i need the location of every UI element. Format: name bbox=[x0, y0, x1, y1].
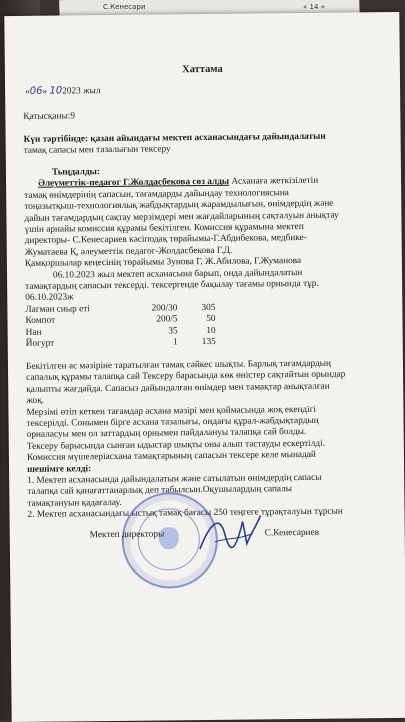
document-title: Хаттама bbox=[182, 63, 223, 76]
body-line: Комиссия мүшелеріасхана тамақтарының сапасын тексере келе мынадай bbox=[26, 450, 316, 464]
speech-line: 06.10.2023ж bbox=[25, 292, 74, 304]
body-line: Мерзімі өтіп кеткен тағамдар асхана мәзірі мен қоймасында жоқ екендігі bbox=[26, 404, 317, 418]
background-note-left: С.Кенесари bbox=[100, 2, 148, 12]
table-row: Йогурт 1 135 bbox=[25, 337, 216, 350]
speech-line: дайын тағамдардың сақтау мерзімдері мен жағдайларының сақталуын анықтау bbox=[24, 210, 339, 224]
decision-line: тамақтануын қадағалау. bbox=[27, 497, 122, 509]
menu-table bbox=[25, 303, 245, 351]
speech-line: үшін арнайы комиссия құрамы бекітілген. Комиссия құрамына мектеп bbox=[24, 221, 304, 235]
body-line: Тексеру барысында сынған ыдыстар шықты оны алып тастауды ескертілді. bbox=[26, 438, 326, 452]
date-month: 10 bbox=[49, 85, 63, 97]
table-row: Нан 35 10 bbox=[25, 325, 216, 338]
date-year: 2023 жыл bbox=[62, 86, 101, 97]
table-row: Компот 200/5 50 bbox=[25, 314, 216, 327]
signature-name: С.Кенесариев bbox=[264, 527, 320, 539]
signature-role: Мектеп директоры bbox=[89, 529, 165, 541]
speech-line: директоры- С.Кенесариев кәсіподақ төрайымы-Г.Абдибекова, медбике- bbox=[24, 233, 307, 247]
decision-line: талапқа сай қанағаттанарлық деп табылсын.Оқушылардың сапалы bbox=[27, 484, 293, 498]
speech-line: 06.10.2023 жыл мектеп асханасына барып, онда дайындалатын bbox=[52, 267, 303, 281]
speech-line: тамақтардың сапасын тексерді. тексергенде бақылау тағамы орнында тұр. bbox=[25, 278, 319, 292]
date-day: 06 bbox=[29, 85, 43, 97]
speech-line: тамақ өнімдерінің сапасын, тағамдарды дайындау технологиясына bbox=[24, 187, 289, 201]
body-line: жоқ. bbox=[26, 395, 45, 407]
body-line: орналасуы мен ол заттардың орнымен пайдалануы талапқа сай болды. bbox=[26, 427, 307, 441]
body-line: қалыпты жағдайда. Сапасыз дайындалған өнімдер мен тамақтар анықталған bbox=[26, 381, 330, 395]
document-date: «06» 102023 жыл bbox=[25, 85, 101, 97]
decision-line: 2. Мектеп асханасындағы ыстық тамақ бағасы 250 теңгеге тұрақталуын тұрсын bbox=[27, 506, 343, 521]
body-line: тексерілді. Сонымен бірге асхана тазалығы, ондағы құрал-жабдықтардың bbox=[26, 415, 319, 429]
speech-line: тоңазытқыш-технологиялық жабдықтардың жарамдылығын, өнімдердің және bbox=[24, 198, 334, 213]
body-line: сапалық құрамы талапқа сай Тексеру барасында көк өністер сақтайтын орындар bbox=[26, 369, 346, 384]
background-note-right: « 14 » bbox=[300, 2, 328, 12]
speaker-name: Әлеуметтік-педагог Г.Жолдасбекова сөз алды bbox=[38, 177, 230, 190]
agenda-line-1: Күн тәртібінде: қазан айындағы мектеп асханасындағы дайындалатын bbox=[23, 131, 326, 145]
heard-heading: Тыңдалды: bbox=[51, 167, 101, 178]
protocol-sheet bbox=[4, 12, 405, 722]
speech-line: Қамқоршылар кеңесінің төрайымы Зунова Г, Ж.Абилова, Г.Жуманова bbox=[24, 256, 302, 270]
present-count: Қатысқаны:9 bbox=[23, 111, 76, 122]
decided-heading: шешімге келді: bbox=[27, 463, 92, 475]
speech-line: Жуматаева Қ, әлеуметтік педагог-Жолдасбекова Г.Д. bbox=[24, 245, 233, 258]
body-line: Бекітілген ас мәзіріне таратылған тамақ сәйкес шықты. Барлық тағамдардың bbox=[25, 358, 331, 372]
table-row: Лагман сиыр еті 200/30 305 bbox=[25, 302, 216, 315]
speaker-line: Әлеуметтік-педагог Г.Жолдасбекова сөз алды Асханаға жеткізілетін bbox=[38, 176, 319, 190]
agenda-line-2: тамақ сапасы мен тазалығын тексеру bbox=[23, 144, 171, 157]
decision-line: 1. Мектеп асханасында дайындалатын және сатылатын өнімдердің сапасы bbox=[27, 472, 322, 486]
